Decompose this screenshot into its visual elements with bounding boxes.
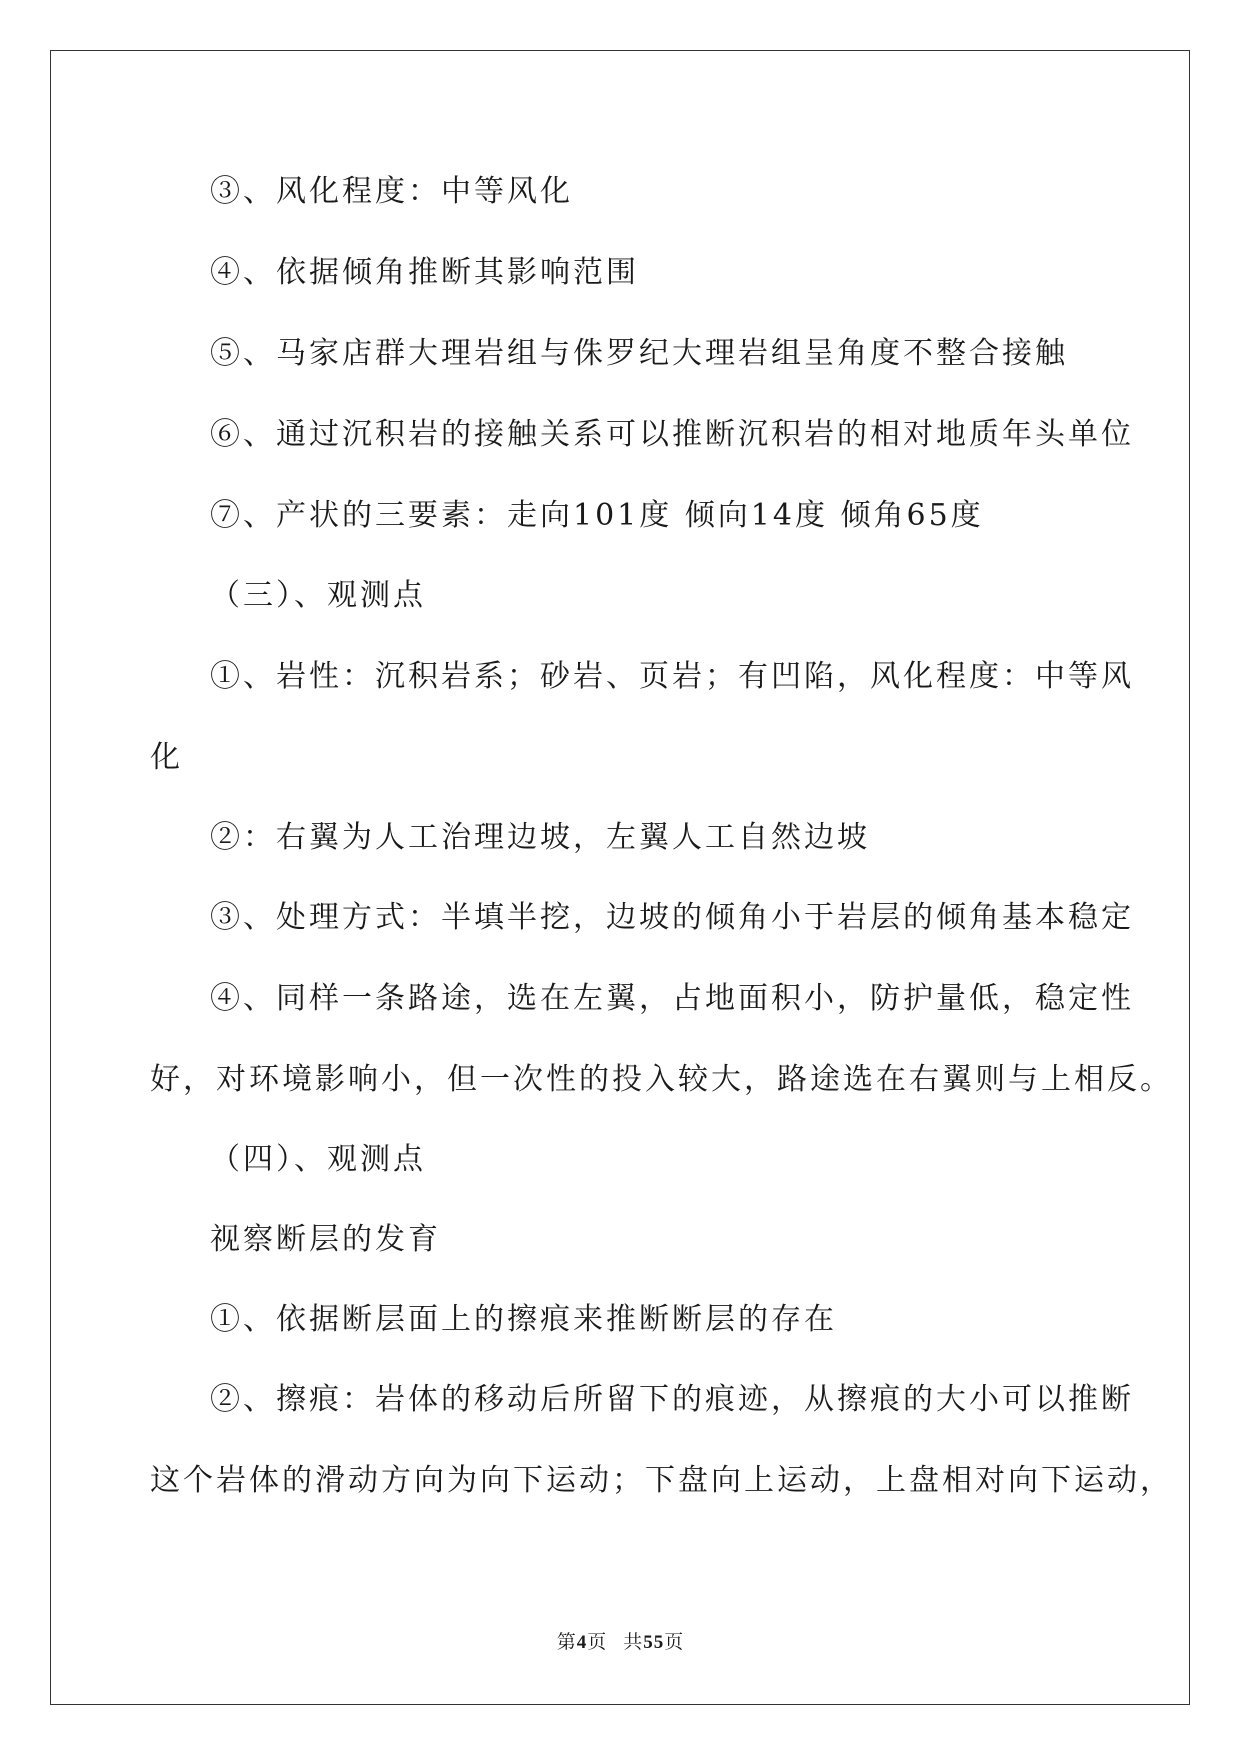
page-suffix: 页 [587,1631,608,1653]
paragraph-line: ⑥、通过沉积岩的接触关系可以推断沉积岩的相对地质年头单位 [210,417,1134,452]
paragraph-line: ④、依据倾角推断其影响范围 [210,255,639,290]
total-pages: 55 [643,1632,665,1653]
page-number: 4 [576,1632,588,1653]
paragraph-line: 化 [150,740,183,775]
page-footer [0,1630,1241,1655]
paragraph-line: ④、同样一条路途，选在左翼，占地面积小，防护量低，稳定性 [210,981,1134,1016]
paragraph-line: 好，对环境影响小，但一次性的投入较大，路途选在右翼则与上相反。 [150,1062,1173,1097]
page-prefix: 第 [556,1631,577,1653]
paragraph-line: ②、擦痕：岩体的移动后所留下的痕迹，从擦痕的大小可以推断 [210,1382,1134,1417]
section-heading: （四）、观测点 [210,1142,426,1177]
paragraph-line: ⑤、马家店群大理岩组与侏罗纪大理岩组呈角度不整合接触 [210,336,1068,371]
section-heading: （三）、观测点 [210,578,426,613]
page-border [50,50,1190,1705]
paragraph-line: ①、岩性：沉积岩系；砂岩、页岩；有凹陷，风化程度：中等风 [210,659,1134,694]
paragraph-line: ①、依据断层面上的擦痕来推断断层的存在 [210,1302,837,1337]
paragraph-line: ⑦、产状的三要素：走向101度 倾向14度 倾角65度 [210,498,984,533]
paragraph-line: 视察断层的发育 [210,1222,441,1257]
paragraph-line: ②：右翼为人工治理边坡，左翼人工自然边坡 [210,820,870,855]
total-prefix: 共 [623,1631,644,1653]
total-suffix: 页 [664,1631,685,1653]
paragraph-line: 这个岩体的滑动方向为向下运动；下盘向上运动，上盘相对向下运动， [150,1463,1173,1498]
paragraph-line: ③、处理方式：半填半挖，边坡的倾角小于岩层的倾角基本稳定 [210,900,1134,935]
paragraph-line: ③、风化程度：中等风化 [210,174,573,209]
